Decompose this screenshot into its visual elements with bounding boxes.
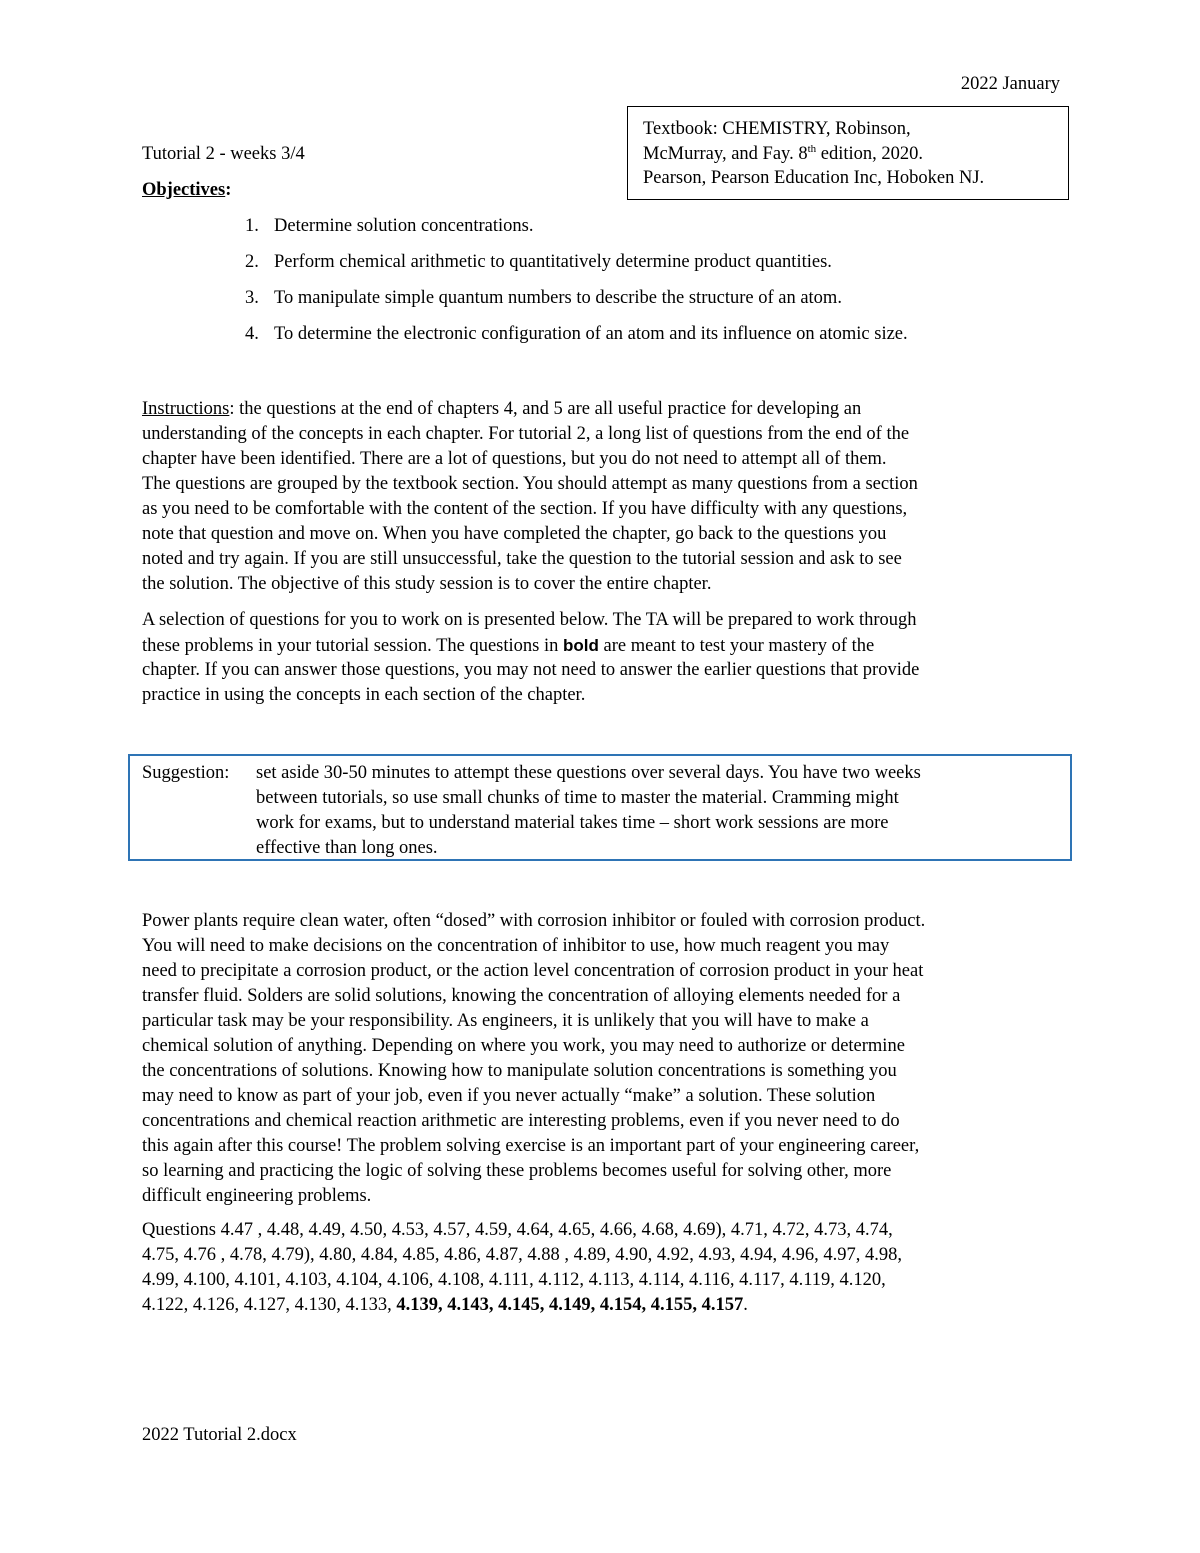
objective-item: 4. To determine the electronic configuration of an atom and its influence on atomic size. bbox=[245, 324, 908, 344]
bold-questions: 4.139, 4.143, 4.145, 4.149, 4.154, 4.155, 4.157 bbox=[396, 1295, 744, 1315]
document-date: 2022 January bbox=[960, 74, 1060, 94]
selection-paragraph: A selection of questions for you to work on is presented below. The TA will be prepared to work through these problems in your tutorial session. The questions in bold are meant to test your mastery of the chapter. If you can answer those questions, you may not need to answer the earlier questions that provide practice in using the concepts in each section of the chapter. bbox=[142, 610, 920, 705]
instructions-label: Instructions bbox=[142, 399, 230, 419]
objective-item: 3. To manipulate simple quantum numbers to describe the structure of an atom. bbox=[245, 288, 842, 308]
suggestion-box bbox=[128, 754, 1072, 861]
textbook-line-1: Textbook: CHEMISTRY, Robinson, bbox=[643, 119, 911, 139]
tutorial-title: Tutorial 2 - weeks 3/4 bbox=[142, 144, 305, 164]
textbook-reference-box bbox=[627, 106, 1069, 200]
objectives-list bbox=[245, 214, 908, 358]
objective-item: 1. Determine solution concentrations. bbox=[245, 216, 534, 236]
textbook-line-3: Pearson, Pearson Education Inc, Hoboken NJ. bbox=[643, 168, 985, 188]
superscript-th: th bbox=[807, 142, 817, 155]
footer-filename: 2022 Tutorial 2.docx bbox=[142, 1425, 297, 1445]
questions-list: Questions 4.47 , 4.48, 4.49, 4.50, 4.53, 4.57, 4.59, 4.64, 4.65, 4.66, 4.68, 4.69), 4.71, 4.72, 4.73, 4.74, 4.75, 4.76 , 4.78, 4.79), 4.80, 4.84, 4.85, 4.86, 4.87, 4.88 , 4.89, 4.90, 4.92, 4.93, 4.94, 4.96, 4.97, 4.98, 4.99, 4.100, 4.101, 4.103, 4.104, 4.106, 4.108, 4.111, 4.112, 4.113, 4.114, 4.116, 4.117, 4.119, 4.120, 4.122, 4.126, 4.127, 4.130, 4.133, 4.139, 4.143, 4.145, 4.149, 4.154, 4.155, 4.157. bbox=[142, 1220, 903, 1315]
suggestion-text: set aside 30-50 minutes to attempt these questions over several days. You have two weeks between tutorials, so use small chunks of time to master the material. Cramming might work for exams, but to understand material takes time – short work sessions are more effective than long ones. bbox=[256, 763, 921, 858]
bold-word: bold bbox=[563, 636, 599, 655]
objective-item: 2. Perform chemical arithmetic to quantitatively determine product quantities. bbox=[245, 252, 832, 272]
objectives-heading: Objectives: bbox=[142, 180, 232, 200]
textbook-line-2: McMurray, and Fay. 8th edition, 2020. bbox=[643, 142, 924, 164]
suggestion-label: Suggestion: bbox=[142, 763, 230, 783]
power-plants-paragraph: Power plants require clean water, often “dosed” with corrosion inhibitor or fouled with corrosion product. You will need to make decisions on the concentration of inhibitor to use, how much reagent you may need to precipitate a corrosion product, or the action level concentration of corrosion product in your heat transfer fluid. Solders are solid solutions, knowing the concentration of alloying elements needed for a particular task may be your responsibility. As engineers, it is unlikely that you will have to make a chemical solution of anything. Depending on where you work, you may need to authorize or determine the concentrations of solutions. Knowing how to manipulate solution concentrations is something you may need to know as part of your job, even if you never actually “make” a solution. These solution concentrations and chemical reaction arithmetic are interesting problems, even if you never need to do this again after this course! The problem solving exercise is an important part of your engineering career, so learning and practicing the logic of solving these problems becomes useful for solving other, more difficult engineering problems. bbox=[142, 911, 926, 1206]
instructions-paragraph: Instructions: the questions at the end of chapters 4, and 5 are all useful practice for developing an understanding of the concepts in each chapter. For tutorial 2, a long list of questions from the end of the chapter have been identified. There are a lot of questions, but you do not need to attempt all of them. The questions are grouped by the textbook section. You should attempt as many questions from a section as you need to be comfortable with the content of the section. If you have difficulty with any questions, note that question and move on. When you have completed the chapter, go back to the questions you noted and try again. If you are still unsuccessful, take the question to the tutorial session and ask to see the solution. The objective of this study session is to cover the entire chapter. bbox=[142, 399, 918, 594]
